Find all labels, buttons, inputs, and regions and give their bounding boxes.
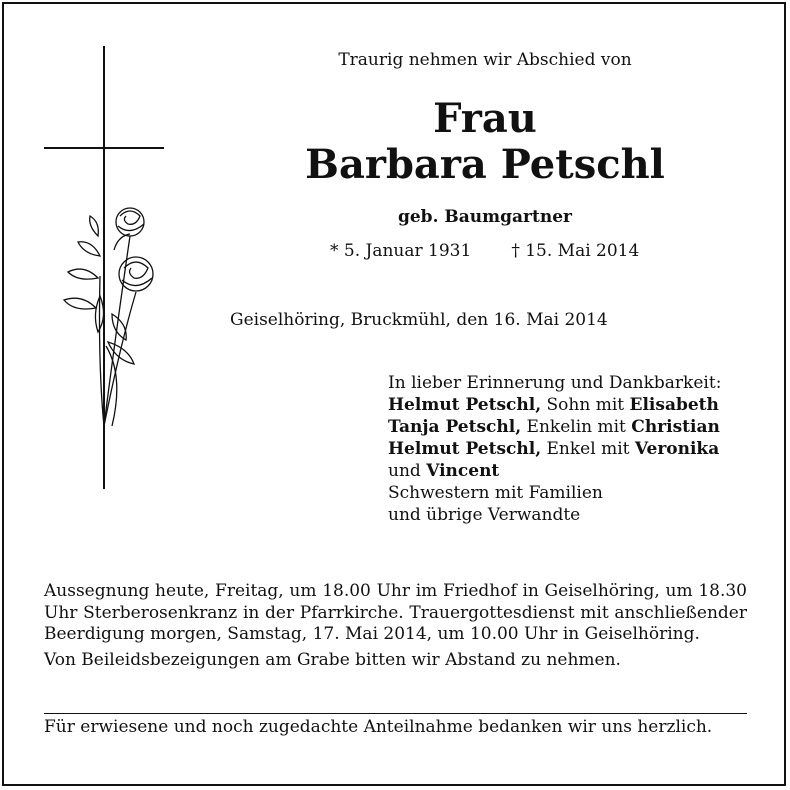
mourner-line: und Vincent bbox=[388, 461, 500, 481]
deceased-name bbox=[0, 96, 790, 188]
mourner-line: Schwestern mit Familien bbox=[388, 483, 603, 503]
service-notice bbox=[44, 581, 747, 675]
birth-date: * 5. Januar 1931 bbox=[330, 241, 472, 261]
mourner-line: Helmut Petschl, Enkel mit Veronika bbox=[388, 439, 720, 459]
maiden-name: geb. Baumgartner bbox=[397, 207, 572, 227]
divider bbox=[44, 713, 747, 714]
title-salutation: Frau bbox=[433, 95, 537, 142]
mourner-line: und übrige Verwandte bbox=[388, 505, 581, 525]
condolence-request: Von Beileidsbezeigungen am Grabe bitten wir Abstand zu nehmen. bbox=[44, 649, 621, 670]
mourners-block bbox=[388, 372, 721, 526]
place-date: Geiselhöring, Bruckmühl, den 16. Mai 2014 bbox=[230, 310, 608, 330]
thanks-text: Für erwiesene und noch zugedachte Anteilnahme bedanken wir uns herzlich. bbox=[44, 717, 713, 737]
life-dates bbox=[330, 241, 639, 261]
service-details: Aussegnung heute, Freitag, um 18.00 Uhr im Friedhof in Geiselhöring, um 18.30 Uhr Sterberosenkranz in der Pfarrkirche. Trauergottesdienst mit anschließender Beerdigung morgen, Samstag, 17. Mai 2014, um 10.00 Uhr in Geiselhöring. bbox=[44, 581, 747, 644]
death-date: † 15. Mai 2014 bbox=[511, 241, 640, 261]
title-full-name: Barbara Petschl bbox=[305, 141, 665, 188]
mourners-heading: In lieber Erinnerung und Dankbarkeit: bbox=[388, 373, 722, 393]
mourner-line: Helmut Petschl, Sohn mit Elisabeth bbox=[388, 395, 719, 415]
mourner-line: Tanja Petschl, Enkelin mit Christian bbox=[388, 417, 720, 437]
intro-text: Traurig nehmen wir Abschied von bbox=[338, 50, 632, 70]
